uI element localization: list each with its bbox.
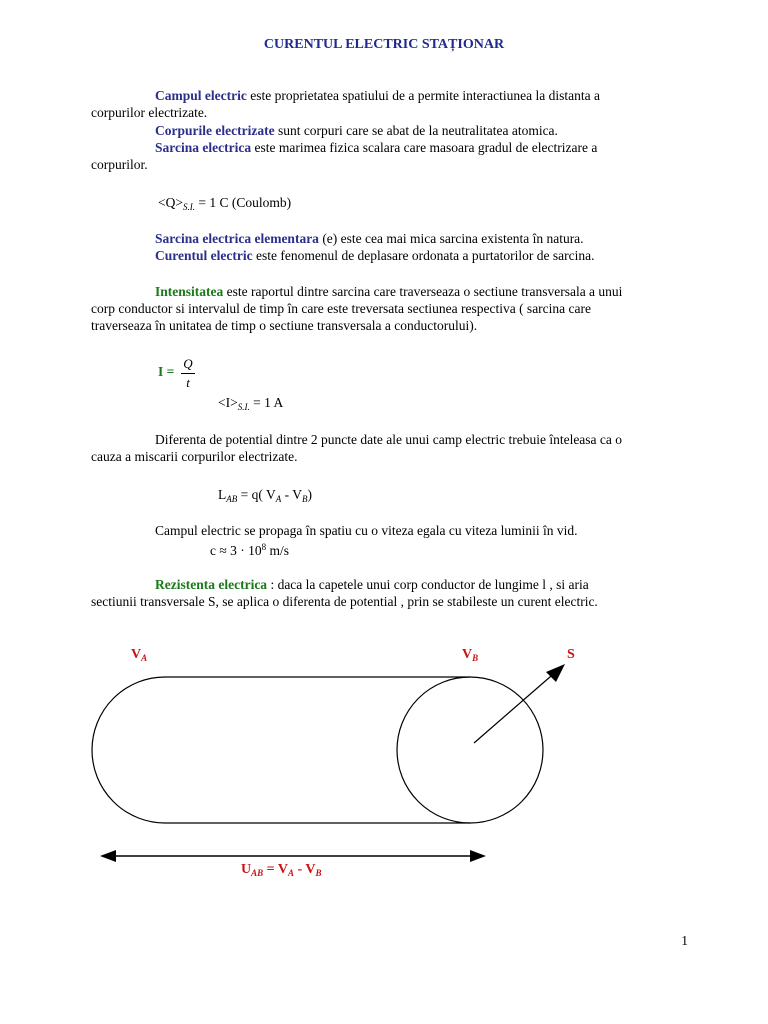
formula-text: = 1 C (Coulomb) — [194, 195, 292, 210]
fraction-denominator: t — [186, 375, 190, 390]
label-text: V — [131, 647, 142, 662]
paragraph-diferenta-potential: Diferenta de potential dintre 2 puncte date ale unui camp electric trebuie înteleasa ca o — [155, 432, 623, 447]
formula-sub: S.I. — [237, 402, 250, 412]
formula-sup: 8 — [261, 542, 267, 552]
page-title: CURENTUL ELECTRIC STAȚIONAR — [263, 37, 505, 52]
label-va — [131, 646, 147, 667]
label-sub: A — [287, 868, 294, 878]
formula-sub: A — [275, 494, 282, 504]
label-sub: A — [141, 653, 148, 663]
label-text: - V — [294, 862, 316, 877]
formula-sub: AB — [226, 494, 238, 504]
formula-text: <I> — [218, 395, 238, 410]
label-sub: AB — [251, 868, 264, 878]
conductor-body — [92, 677, 470, 823]
term-corpurile-electrizate: Corpurile electrizate — [155, 123, 275, 138]
label-text: V — [462, 647, 473, 662]
label-voltage — [241, 861, 322, 882]
formula-sub: S.I. — [182, 202, 195, 212]
page-number: 1 — [681, 933, 688, 948]
formula-text: ) — [307, 487, 313, 502]
formula-text: m/s — [266, 543, 290, 558]
formula-text: - V — [281, 487, 303, 502]
dimension-arrow-right — [470, 850, 486, 862]
term-intensitatea: Intensitatea — [155, 284, 224, 299]
term-campul-electric: Campul electric — [155, 88, 247, 103]
formula-text: L — [218, 487, 227, 502]
term-sarcina-elementara: Sarcina electrica elementara — [155, 231, 319, 246]
dimension-arrow-left — [100, 850, 116, 862]
paragraph-continuation: corpurilor electrizate. — [91, 105, 208, 120]
text: este fenomenul de deplasare ordonata a purtatorilor de sarcina. — [252, 248, 595, 263]
term-rezistenta-electrica: Rezistenta electrica — [155, 577, 268, 592]
term-curentul-electric: Curentul electric — [155, 248, 253, 263]
cross-section-circle — [397, 677, 543, 823]
term-sarcina-electrica: Sarcina electrica — [155, 140, 252, 155]
label-sub: B — [315, 868, 322, 878]
text: este proprietatea spatiului de a permite interactiunea la distanta a — [246, 88, 600, 103]
label-sub: B — [472, 653, 479, 663]
formula-intensity-lhs: I = — [158, 364, 175, 379]
label-text: U — [241, 862, 252, 877]
paragraph-continuation: corpurilor. — [91, 157, 148, 172]
text: sunt corpuri care se abat de la neutralitatea atomica. — [274, 123, 558, 138]
text: : daca la capetele unui corp conductor de lungime l , si aria — [267, 577, 589, 592]
label-vb — [462, 646, 478, 667]
formula-text: c ≈ 3 · 10 — [210, 543, 262, 558]
paragraph-continuation: traverseaza în unitatea de timp o sectiune transversala a conductorului). — [91, 318, 478, 333]
fraction-numerator: Q — [183, 356, 193, 371]
paragraph-viteza-luminii: Campul electric se propaga în spatiu cu o viteza egala cu viteza luminii în vid. — [155, 523, 578, 538]
paragraph-continuation: sectiunii transversale S, se aplica o diferenta de potential , prin se stabileste un curent electric. — [91, 594, 598, 609]
normal-vector-arrowhead — [546, 664, 565, 682]
paragraph-continuation: corp conductor si intervalul de timp în care este treversata sectiunea respectiva ( sarcina care — [91, 301, 592, 316]
text: este raportul dintre sarcina care traverseaza o sectiune transversala a unui — [223, 284, 623, 299]
label-s: S — [567, 647, 575, 662]
normal-vector-line — [474, 670, 558, 743]
text: (e) este cea mai mica sarcina existenta în natura. — [318, 231, 584, 246]
formula-sub: B — [302, 494, 308, 504]
paragraph-continuation: cauza a miscarii corpurilor electrizate. — [91, 449, 298, 464]
formula-text: <Q> — [158, 195, 183, 210]
formula-text: = 1 A — [249, 395, 284, 410]
formula-text: = q( V — [237, 487, 276, 502]
label-text: = V — [263, 862, 288, 877]
text: este marimea fizica scalara care masoara gradul de electrizare a — [251, 140, 598, 155]
